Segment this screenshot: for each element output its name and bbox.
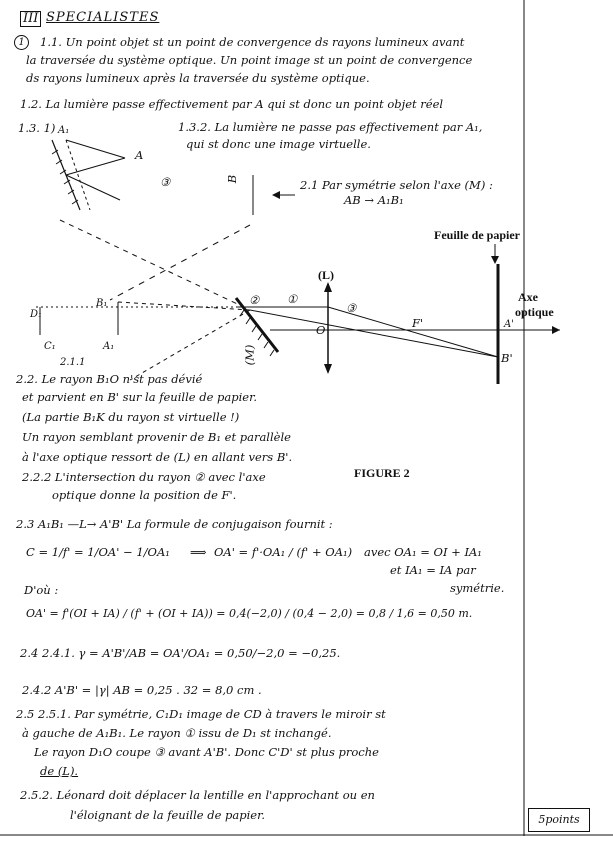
q22-line7: optique donne la position de F'. — [52, 488, 237, 502]
q1-number: 1 — [14, 35, 29, 50]
ray-label-2: ② — [249, 293, 260, 307]
ray-dashed-2 — [110, 225, 250, 300]
label-Bprime: B' — [501, 351, 513, 365]
ray-dashed-1 — [60, 220, 250, 310]
diagram-label-B: B — [225, 174, 240, 184]
label-Aprime: A' — [504, 319, 514, 330]
q21-line1: 2.1 Par symétrie selon l'axe (M) : — [300, 178, 493, 192]
figure-caption: FIGURE 2 — [354, 466, 410, 480]
q25-line5: 2.5.2. Léonard doit déplacer la lentille en l'approchant ou en — [20, 788, 375, 802]
q23-line1: 2.3 A₁B₁ —L→ A'B' La formule de conjugaison fournit : — [16, 517, 333, 531]
label-feuille-papier: Feuille de papier — [434, 228, 520, 242]
q22-line1: 2.2. Le rayon B₁O n'st pas dévié — [16, 372, 203, 386]
q23-dou: D'où : — [24, 583, 59, 597]
q21-line2: AB → A₁B₁ — [344, 193, 404, 207]
small-mirror-figure — [52, 140, 125, 210]
q23-symetrie: symétrie. — [450, 581, 505, 595]
small-fig-label-A1: A₁ — [58, 125, 70, 136]
q23-arrow: ⟹ — [190, 545, 207, 559]
q23-OA-eq: OA' = f'·OA₁ / (f' + OA₁) — [214, 545, 353, 559]
label-2-1-1: 2.1.1 — [60, 357, 86, 368]
label-Fprime: F' — [412, 316, 424, 330]
q25-line3: Le rayon D₁O coupe ③ avant A'B'. Donc C'D' st plus proche — [34, 745, 379, 759]
label-axe: Axe — [518, 290, 538, 304]
q22-line5: à l'axe optique ressort de (L) en allant vers B'. — [22, 450, 293, 464]
label-C1: C₁ — [44, 341, 56, 352]
q12-text: 1.2. La lumière passe effectivement par A qui st donc un point objet réel — [20, 97, 444, 111]
q23-result: OA' = f'(OI + IA) / (f' + (OI + IA)) = 0,4(−2,0) / (0,4 − 2,0) = 0,8 / 1,6 = 0,50 m. — [26, 607, 473, 620]
q25-line4: de (L). — [40, 764, 79, 778]
ray-center — [250, 310, 498, 357]
q22-line6: 2.2.2 L'intersection du rayon ② avec l'axe — [22, 470, 266, 484]
q1-line3: ds rayons lumineux après la traversée du système optique. — [26, 71, 370, 85]
label-A1: A₁ — [103, 341, 115, 352]
q25-line2: à gauche de A₁B₁. Le rayon ① issu de D₁ st inchangé. — [22, 726, 332, 740]
q23-C-eq: C = 1/f' = 1/OA' − 1/OA₁ — [26, 545, 170, 559]
ray-label-3: ③ — [346, 301, 357, 315]
label-optique: optique — [515, 305, 554, 319]
score-box: 5points — [528, 808, 590, 832]
q132-line2: qui st donc une image virtuelle. — [186, 137, 371, 151]
q23-et: et IA₁ = IA par — [390, 563, 476, 577]
q23-avec: avec OA₁ = OI + IA₁ — [364, 545, 482, 559]
label-mirror-M: (M) — [242, 344, 257, 366]
q25-line1: 2.5 2.5.1. Par symétrie, C₁D₁ image de CD à travers le miroir st — [16, 707, 386, 721]
diagram-circle-3: ③ — [160, 175, 171, 189]
q22-line3: (La partie B₁K du rayon st virtuelle !) — [22, 410, 240, 424]
q22-line4: Un rayon semblant provenir de B₁ et parallèle — [22, 430, 291, 444]
label-D1: D₁ — [30, 309, 43, 320]
section-title: SPECIALISTES — [46, 10, 160, 25]
section-number: III — [20, 11, 41, 27]
q22-line2: et parvient en B' sur la feuille de papier. — [22, 390, 257, 404]
q24-line2: 2.4.2 A'B' = |γ| AB = 0,25 . 32 = 8,0 cm . — [22, 683, 262, 697]
q1-line1: 1.1. Un point objet st un point de convergence ds rayons lumineux avant — [40, 35, 465, 49]
small-fig-label-A: A — [135, 148, 144, 162]
q25-line6: l'éloignant de la feuille de papier. — [70, 808, 265, 822]
label-B1: B₁ — [96, 298, 108, 309]
q132-line1: 1.3.2. La lumière ne passe pas effectivement par A₁, — [178, 120, 483, 134]
ray-label-1: ① — [287, 292, 298, 306]
q13-label: 1.3. 1) — [18, 121, 56, 135]
q1-line2: la traversée du système optique. Un point image st un point de convergence — [26, 53, 473, 67]
q24-line1: 2.4 2.4.1. γ = A'B'/AB = OA'/OA₁ = 0,50/−2,0 = −0,25. — [20, 646, 341, 660]
label-lens-L: (L) — [318, 268, 334, 282]
label-O: O — [316, 323, 326, 337]
